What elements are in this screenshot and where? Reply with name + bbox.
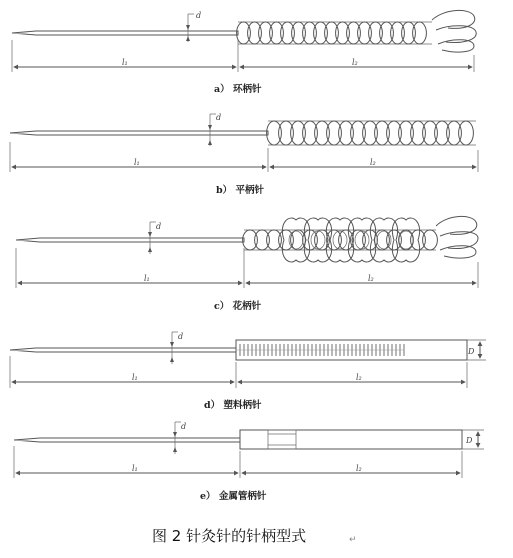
grip-texture	[236, 344, 404, 356]
coil-turn	[375, 121, 390, 145]
caption-d: d） 塑料柄针	[204, 400, 262, 411]
coil-turn	[339, 230, 354, 250]
coil-turn	[369, 22, 383, 44]
coil-turn	[237, 22, 251, 44]
caption-c: c） 花柄针	[214, 301, 262, 312]
variant-e-metal-tube-handle	[14, 422, 484, 502]
coil-turn	[315, 121, 330, 145]
variant-c-flower-handle	[16, 216, 478, 312]
length-dimensions	[10, 142, 478, 172]
d-label: d	[156, 222, 162, 231]
caption-b: b） 平柄针	[216, 185, 264, 196]
coil-turn	[339, 121, 354, 145]
coil-turn	[314, 22, 328, 44]
coil-turn	[459, 121, 474, 145]
coil-turn	[303, 22, 317, 44]
coil-turn	[351, 121, 366, 145]
D-label: D	[468, 347, 475, 356]
variant-d-plastic-handle	[10, 332, 486, 411]
length-dimensions	[10, 356, 467, 388]
figure-caption: 图 2 针灸针的针柄型式	[152, 527, 307, 545]
D-label: D	[466, 436, 473, 445]
coil-turn	[292, 22, 306, 44]
coil-turn	[243, 230, 258, 250]
length-dimensions	[12, 40, 474, 72]
coil-turn	[303, 121, 318, 145]
l2-label: l₂	[356, 464, 362, 473]
l1-label: l₁	[134, 158, 140, 167]
coil-turn	[327, 121, 342, 145]
coil-turn	[363, 121, 378, 145]
coil-turn	[325, 22, 339, 44]
coil-turn	[380, 22, 394, 44]
metal-tube-body	[240, 430, 462, 449]
handle-diameter-marker	[462, 430, 484, 449]
coil-turn	[267, 230, 282, 250]
plastic-handle-body	[236, 340, 467, 360]
coil-turn	[279, 121, 294, 145]
handle-diameter-marker	[467, 340, 486, 360]
coil-turn	[387, 121, 402, 145]
variant-b-flat-handle	[10, 113, 478, 196]
flat-handle-coil	[267, 121, 476, 145]
l1-label: l₁	[132, 373, 138, 382]
caption-e: e） 金属管柄针	[200, 491, 267, 502]
ring-handle-coil	[237, 22, 432, 44]
d-label: d	[178, 332, 184, 341]
coil-turn	[423, 121, 438, 145]
d-label: d	[216, 113, 222, 122]
l2-label: l₂	[368, 274, 374, 283]
d-label: d	[181, 422, 187, 431]
length-dimensions	[14, 446, 462, 478]
variant-a-ring-handle	[12, 10, 476, 95]
needle-shaft	[10, 131, 268, 135]
flower-handle-coil	[243, 230, 438, 250]
l2-label: l₂	[356, 373, 362, 382]
caption-a: a） 环柄针	[214, 84, 262, 95]
coil-turn	[402, 22, 416, 44]
return-mark-icon: ↵	[349, 535, 357, 545]
l1-label: l₁	[122, 58, 128, 67]
coil-turn	[411, 121, 426, 145]
l2-label: l₂	[370, 158, 376, 167]
coil-turn	[270, 22, 284, 44]
coil-turn	[336, 22, 350, 44]
l2-label: l₂	[352, 58, 358, 67]
ring-loop	[436, 216, 478, 258]
coil-turn	[327, 230, 342, 250]
ring-loop	[432, 10, 476, 52]
coil-turn	[281, 22, 295, 44]
coil-turn	[358, 22, 372, 44]
l1-label: l₁	[144, 274, 150, 283]
coil-turn	[435, 121, 450, 145]
d-label: d	[196, 11, 202, 20]
coil-turn	[248, 22, 262, 44]
needle-shaft	[10, 348, 236, 352]
coil-turn	[413, 22, 427, 44]
length-dimensions	[16, 248, 478, 288]
diameter-marker	[208, 113, 221, 146]
coil-turn	[255, 230, 270, 250]
diameter-marker	[186, 11, 201, 42]
coil-turn	[259, 22, 273, 44]
coil-turn	[347, 22, 361, 44]
l1-label: l₁	[132, 464, 138, 473]
coil-turn	[447, 121, 462, 145]
needle-shaft	[16, 238, 244, 242]
coil-turn	[267, 121, 282, 145]
coil-turn	[423, 230, 438, 250]
needle-shaft	[12, 31, 238, 35]
coil-turn	[399, 121, 414, 145]
coil-turn	[399, 230, 414, 250]
coil-turn	[391, 22, 405, 44]
coil-turn	[291, 121, 306, 145]
needle-shaft	[14, 438, 240, 442]
